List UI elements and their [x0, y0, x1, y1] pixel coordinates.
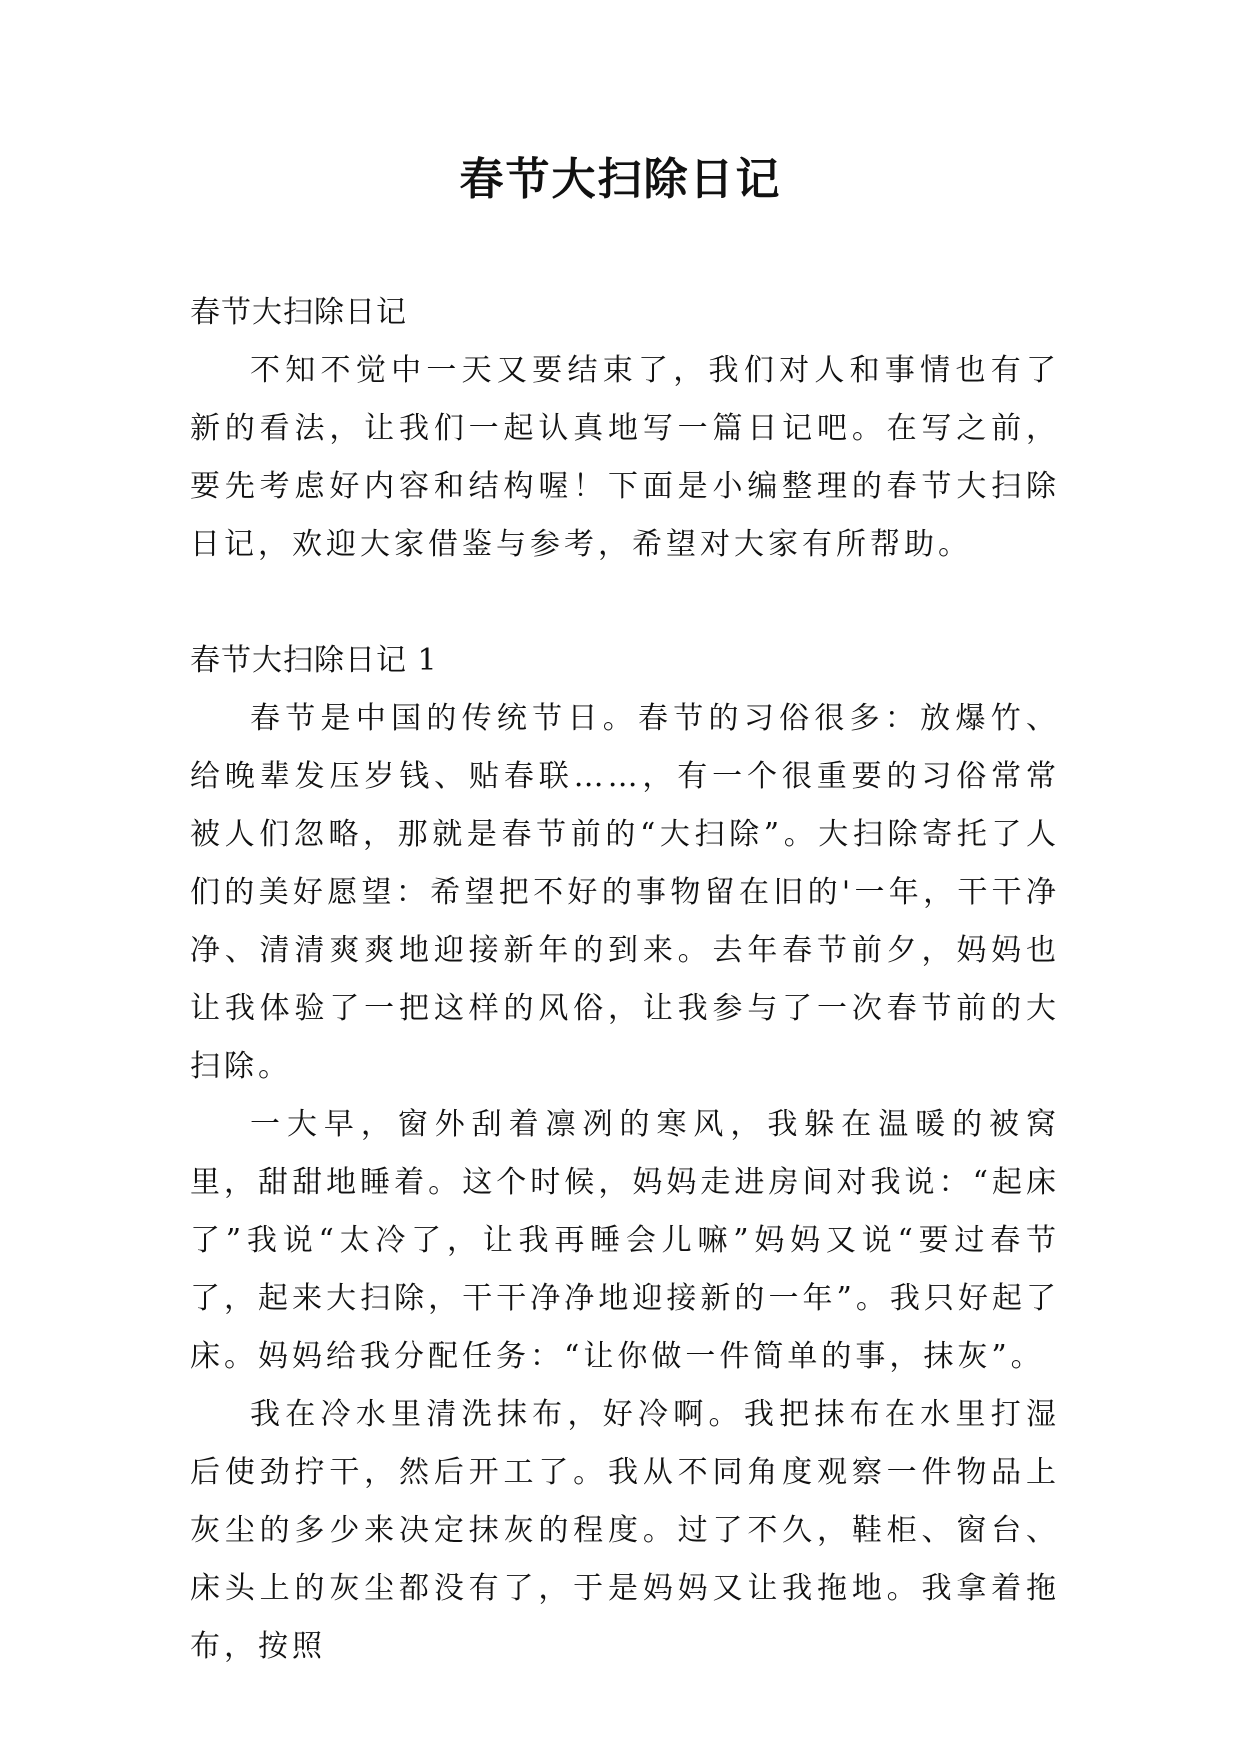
- section-heading: 春节大扫除日记 1: [190, 643, 438, 678]
- intro-paragraph: 不知不觉中一天又要结束了，我们对人和事情也有了新的看法，让我们一起认真地写一篇日记吧。在写之前，要先考虑好内容和结构喔！下面是小编整理的春节大扫除日记，欢迎大家借鉴与参考，希望对大家有所帮助。: [190, 353, 1060, 562]
- document-title: 春节大扫除日记: [459, 154, 782, 205]
- body-paragraph: 一大早，窗外刮着凛冽的寒风，我躲在温暖的被窝里，甜甜地睡着。这个时候，妈妈走进房间对我说：“起床了”我说“太冷了，让我再睡会儿嘛”妈妈又说“要过春节了，起来大扫除，干干净净地迎接新的一年”。我只好起了床。妈妈给我分配任务：“让你做一件简单的事，抹灰”。: [190, 1107, 1060, 1374]
- document-body: [190, 284, 1060, 1676]
- intro-heading: 春节大扫除日记: [190, 295, 407, 330]
- body-paragraph: 春节是中国的传统节日。春节的习俗很多：放爆竹、给晚辈发压岁钱、贴春联……，有一个很重要的习俗常常被人们忽略，那就是春节前的“大扫除”。大扫除寄托了人们的美好愿望：希望把不好的事物留在旧的'一年，干干净净、清清爽爽地迎接新年的到来。去年春节前夕，妈妈也让我体验了一把这样的风俗，让我参与了一次春节前的大扫除。: [190, 701, 1060, 1084]
- body-paragraph: 我在冷水里清洗抹布，好冷啊。我把抹布在水里打湿后使劲拧干，然后开工了。我从不同角度观察一件物品上灰尘的多少来决定抹灰的程度。过了不久，鞋柜、窗台、床头上的灰尘都没有了，于是妈妈又让我拖地。我拿着拖布，按照: [190, 1397, 1060, 1664]
- section-spacer: [190, 574, 1060, 632]
